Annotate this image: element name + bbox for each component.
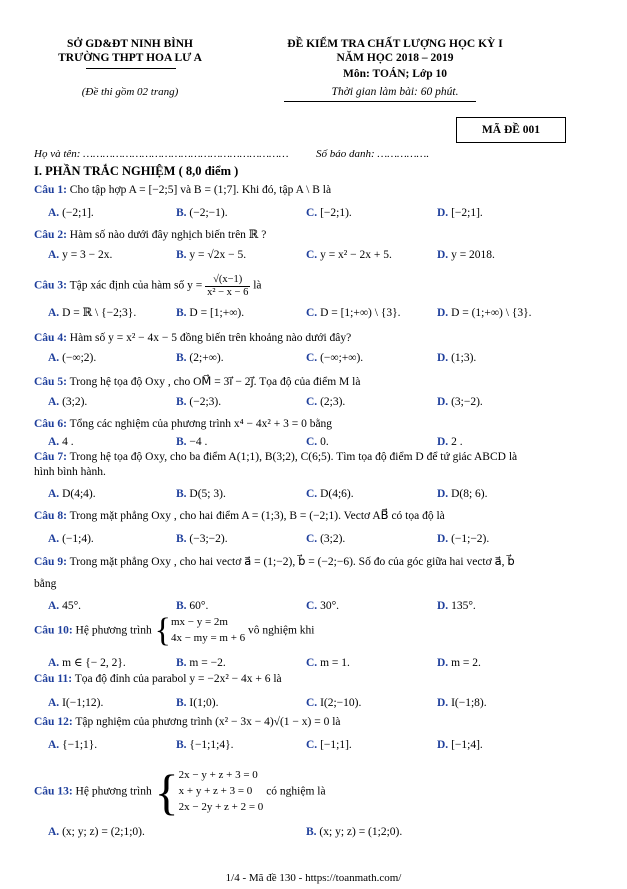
question-text: Trong mặt phẳng Oxy , cho hai điểm A = (1;3), B = (−2;1). Vectơ AB⃗ có tọa độ là <box>69 510 445 522</box>
answer-option <box>48 396 87 409</box>
option-text: y = 3 − 2x. <box>62 249 113 261</box>
system-equation: x + y + z + 3 = 0 <box>178 785 253 798</box>
answer-option <box>176 352 224 365</box>
question-label: Câu 5: <box>34 376 67 388</box>
answer-option <box>176 488 226 501</box>
option-text: D = [1;+∞). <box>189 307 245 319</box>
question-text-before: Hệ phương trình <box>75 785 152 798</box>
option-letter: D. <box>437 600 449 612</box>
question-label: Câu 10: <box>34 624 73 637</box>
option-text: (3;−2). <box>451 396 483 408</box>
option-letter: A. <box>48 826 60 838</box>
option-letter: C. <box>306 697 318 709</box>
answer-option <box>176 600 208 613</box>
option-text: y = √2x − 5. <box>189 249 247 261</box>
fraction <box>205 274 250 298</box>
option-letter: B. <box>176 352 187 364</box>
option-text: (−∞;2). <box>62 352 97 364</box>
answer-option <box>306 352 363 365</box>
option-text: (−1;−2). <box>451 533 490 545</box>
option-letter: B. <box>176 396 187 408</box>
answer-option <box>176 533 228 546</box>
option-text: 0. <box>320 436 329 448</box>
question-stem <box>34 229 266 242</box>
answer-option <box>437 657 481 670</box>
time-underline <box>284 101 476 102</box>
option-letter: C. <box>306 657 318 669</box>
option-text: [−2;1]. <box>451 207 483 219</box>
option-letter: A. <box>48 249 60 261</box>
option-letter: C. <box>306 396 318 408</box>
option-letter: B. <box>176 488 187 500</box>
option-text: I(−1;8). <box>451 697 487 709</box>
option-letter: A. <box>48 533 60 545</box>
exam-code: MÃ ĐỀ 001 <box>481 124 541 136</box>
answer-option <box>306 826 402 839</box>
question-label: Câu 4: <box>34 332 67 344</box>
question-label: Câu 1: <box>34 184 67 196</box>
question-text: Trong mặt phẳng Oxy , cho hai vectơ a⃗ = (1;−2), b⃗ = (−2;−6). Số đo của góc giữa hai vectơ a⃗, b⃗ <box>69 556 515 568</box>
answer-option <box>48 352 96 365</box>
equation-system <box>179 768 264 816</box>
option-text: m = 2. <box>451 657 481 669</box>
question-text: Tổng các nghiệm của phương trình x⁴ − 4x² + 3 = 0 bằng <box>69 418 333 430</box>
answer-option <box>306 307 401 320</box>
system-equation: 2x − y + z + 3 = 0 <box>178 769 258 782</box>
answer-option <box>437 697 487 710</box>
option-letter: D. <box>437 533 449 545</box>
option-text: (3;2). <box>320 533 346 545</box>
pages-note: (Đề thi gồm 02 trang) <box>81 86 179 98</box>
fraction-denominator: x² − x − 6 <box>207 286 249 298</box>
option-text: [−1;4]. <box>451 739 483 751</box>
school-underline <box>86 68 176 69</box>
answer-option <box>48 657 126 670</box>
option-letter: D. <box>437 436 449 448</box>
exam-title: ĐỀ KIỂM TRA CHẤT LƯỢNG HỌC KỲ I <box>287 38 503 50</box>
option-text: (2;3). <box>320 396 346 408</box>
option-letter: D. <box>437 352 449 364</box>
question-text: Trong hệ tọa độ Oxy, cho ba điểm A(1;1), B(3;2), C(6;5). Tìm tọa độ điểm D để tứ giác ABCD là <box>69 451 518 463</box>
answer-option <box>48 826 145 839</box>
option-letter: B. <box>176 697 187 709</box>
option-letter: C. <box>306 249 318 261</box>
answer-option <box>48 739 97 752</box>
option-text: 135°. <box>451 600 476 612</box>
option-letter: D. <box>437 307 449 319</box>
option-text: m = −2. <box>189 657 226 669</box>
question-text-before: Tập xác định của hàm số y = <box>69 279 203 292</box>
option-text: I(−1;12). <box>62 697 104 709</box>
question-stem <box>34 764 326 820</box>
question-text: Trong hệ tọa độ Oxy , cho OM⃗ = 3i⃗ − 2j⃗. Tọa độ của điểm M là <box>69 376 361 388</box>
question-label: Câu 6: <box>34 418 67 430</box>
option-letter: D. <box>437 739 449 751</box>
option-letter: A. <box>48 488 60 500</box>
option-text: y = x² − 2x + 5. <box>320 249 392 261</box>
system-equation: 2x − 2y + z + 2 = 0 <box>178 800 264 813</box>
answer-option <box>437 396 483 409</box>
option-text: 2 . <box>451 436 463 448</box>
option-text: (3;2). <box>62 396 88 408</box>
answer-option <box>48 697 103 710</box>
student-name-field: Họ và tên: ……………………………………………………… <box>34 148 289 160</box>
page-footer: 1/4 - Mã đề 130 - https://toanmath.com/ <box>225 872 402 884</box>
question-text: Cho tập hợp A = [−2;5] và B = (1;7]. Khi đó, tập A \ B là <box>69 184 332 196</box>
question-stem <box>34 418 332 431</box>
option-letter: A. <box>48 436 60 448</box>
question-label: Câu 13: <box>34 785 73 798</box>
option-text: I(2;−10). <box>320 697 362 709</box>
question-stem <box>34 376 360 389</box>
answer-option <box>176 739 233 752</box>
school-name: TRƯỜNG THPT HOA LƯ A <box>58 52 202 64</box>
answer-option <box>176 396 221 409</box>
option-letter: B. <box>176 739 187 751</box>
answer-option <box>306 207 352 220</box>
subject: Môn: TOÁN; Lớp 10 <box>342 68 448 80</box>
option-letter: D. <box>437 488 449 500</box>
option-letter: A. <box>48 600 60 612</box>
answer-option <box>306 697 361 710</box>
option-text: D = ℝ \ {−2;3}. <box>62 307 137 319</box>
question-text: Hàm số y = x² − 4x − 5 đồng biến trên khoảng nào dưới đây? <box>69 332 352 344</box>
option-letter: D. <box>437 697 449 709</box>
option-text: D(5; 3). <box>189 488 226 500</box>
option-text: −4 . <box>189 436 208 448</box>
option-letter: B. <box>176 249 187 261</box>
answer-option <box>48 307 136 320</box>
option-letter: C. <box>306 207 318 219</box>
answer-option <box>176 207 228 220</box>
student-id-field: Số báo danh: ……………. <box>316 148 430 160</box>
dept-name: SỞ GD&ĐT NINH BÌNH <box>67 38 193 50</box>
option-text: [−1;1]. <box>320 739 352 751</box>
question-stem <box>34 614 315 648</box>
question-label: Câu 9: <box>34 556 67 568</box>
option-letter: A. <box>48 207 60 219</box>
option-text: (1;3). <box>451 352 477 364</box>
answer-option <box>48 488 96 501</box>
option-letter: D. <box>437 657 449 669</box>
question-label: Câu 2: <box>34 229 67 241</box>
question-stem <box>34 716 341 729</box>
option-letter: D. <box>437 396 449 408</box>
answer-option <box>48 600 81 613</box>
answer-option <box>306 600 339 613</box>
question-text-after: là <box>253 279 262 292</box>
option-text: (−3;−2). <box>189 533 228 545</box>
system-equation: 4x − my = m + 6 <box>170 632 246 644</box>
answer-option <box>437 488 487 501</box>
answer-option <box>306 657 350 670</box>
question-text-continued: bằng <box>34 578 57 590</box>
option-text: D(4;4). <box>62 488 96 500</box>
answer-option <box>306 249 392 262</box>
answer-option <box>437 307 532 320</box>
answer-option <box>48 436 74 449</box>
option-text: D = [1;+∞) \ {3}. <box>320 307 401 319</box>
answer-option <box>48 207 94 220</box>
question-label: Câu 11: <box>34 673 73 685</box>
question-stem <box>34 673 282 686</box>
option-letter: A. <box>48 739 60 751</box>
option-letter: D. <box>437 207 449 219</box>
question-stem <box>34 274 262 298</box>
option-letter: A. <box>48 697 60 709</box>
option-text: (−1;4). <box>62 533 94 545</box>
option-text: 4 . <box>62 436 74 448</box>
exam-code-box <box>456 117 566 143</box>
system-equation: mx − y = 2m <box>170 616 228 629</box>
question-label: Câu 3: <box>34 279 67 292</box>
option-text: (2;+∞). <box>189 352 224 364</box>
option-letter: C. <box>306 739 318 751</box>
option-letter: C. <box>306 533 318 545</box>
question-label: Câu 12: <box>34 716 73 728</box>
option-text: 45°. <box>62 600 82 612</box>
option-text: y = 2018. <box>451 249 495 261</box>
answer-option <box>176 657 226 670</box>
question-stem <box>34 184 331 197</box>
question-text-before: Hệ phương trình <box>75 624 152 637</box>
option-letter: B. <box>306 826 317 838</box>
option-letter: C. <box>306 352 318 364</box>
option-letter: B. <box>176 533 187 545</box>
option-letter: B. <box>176 307 187 319</box>
time-limit: Thời gian làm bài: 60 phút. <box>331 86 459 98</box>
question-text-after: vô nghiệm khi <box>248 624 315 637</box>
answer-option <box>437 352 476 365</box>
option-letter: C. <box>306 436 318 448</box>
option-text: (−2;1]. <box>62 207 94 219</box>
question-text-continued: hình bình hành. <box>34 466 106 478</box>
option-text: (−2;3). <box>189 396 222 408</box>
option-letter: B. <box>176 600 187 612</box>
option-letter: C. <box>306 600 318 612</box>
answer-option <box>306 436 329 449</box>
answer-option <box>306 739 352 752</box>
section-title: I. PHẦN TRẮC NGHIỆM ( 8,0 điểm ) <box>34 164 239 178</box>
answer-option <box>437 739 483 752</box>
answer-option <box>176 436 207 449</box>
question-text-after: có nghiệm là <box>266 785 326 798</box>
answer-option <box>437 436 463 449</box>
fraction-numerator: √(x−1) <box>205 274 250 287</box>
option-letter: C. <box>306 488 318 500</box>
answer-option <box>48 249 112 262</box>
answer-option <box>176 249 246 262</box>
system-brace: { <box>154 612 171 649</box>
question-stem <box>34 510 445 523</box>
option-letter: B. <box>176 207 187 219</box>
option-letter: B. <box>176 657 187 669</box>
option-text: m ∈ {− 2, 2}. <box>62 657 126 669</box>
system-brace: { <box>154 764 179 820</box>
option-text: D(8; 6). <box>451 488 488 500</box>
answer-option <box>437 533 489 546</box>
question-stem <box>34 332 351 345</box>
option-text: (x; y; z) = (2;1;0). <box>62 826 145 838</box>
answer-option <box>176 697 218 710</box>
answer-option <box>176 307 244 320</box>
option-text: D(4;6). <box>320 488 354 500</box>
answer-option <box>48 533 94 546</box>
option-text: m = 1. <box>320 657 350 669</box>
option-letter: D. <box>437 249 449 261</box>
option-text: 30°. <box>320 600 340 612</box>
option-text: 60°. <box>189 600 209 612</box>
question-stem <box>34 451 517 464</box>
question-text: Hàm số nào dưới đây nghịch biến trên ℝ ? <box>69 229 267 241</box>
answer-option <box>306 396 345 409</box>
equation-system <box>171 615 245 647</box>
question-stem <box>34 556 515 569</box>
option-text: [−2;1). <box>320 207 352 219</box>
option-letter: A. <box>48 307 60 319</box>
question-text: Tập nghiệm của phương trình (x² − 3x − 4)√(1 − x) = 0 là <box>75 716 341 728</box>
question-text: Tọa độ đỉnh của parabol y = −2x² − 4x + 6 là <box>74 673 282 685</box>
answer-option <box>306 488 354 501</box>
option-letter: B. <box>176 436 187 448</box>
question-label: Câu 8: <box>34 510 67 522</box>
option-text: I(1;0). <box>189 697 219 709</box>
option-text: {−1;1}. <box>62 739 98 751</box>
option-text: (−2;−1). <box>189 207 228 219</box>
answer-option <box>437 249 495 262</box>
option-letter: C. <box>306 307 318 319</box>
option-text: (−∞;+∞). <box>320 352 364 364</box>
option-letter: A. <box>48 657 60 669</box>
option-text: {−1;1;4}. <box>189 739 234 751</box>
question-label: Câu 7: <box>34 451 67 463</box>
option-letter: A. <box>48 352 60 364</box>
school-year: NĂM HỌC 2018 – 2019 <box>336 52 454 64</box>
answer-option <box>306 533 345 546</box>
option-text: D = (1;+∞) \ {3}. <box>451 307 532 319</box>
answer-option <box>437 207 483 220</box>
answer-option <box>437 600 476 613</box>
option-letter: A. <box>48 396 60 408</box>
option-text: (x; y; z) = (1;2;0). <box>319 826 403 838</box>
